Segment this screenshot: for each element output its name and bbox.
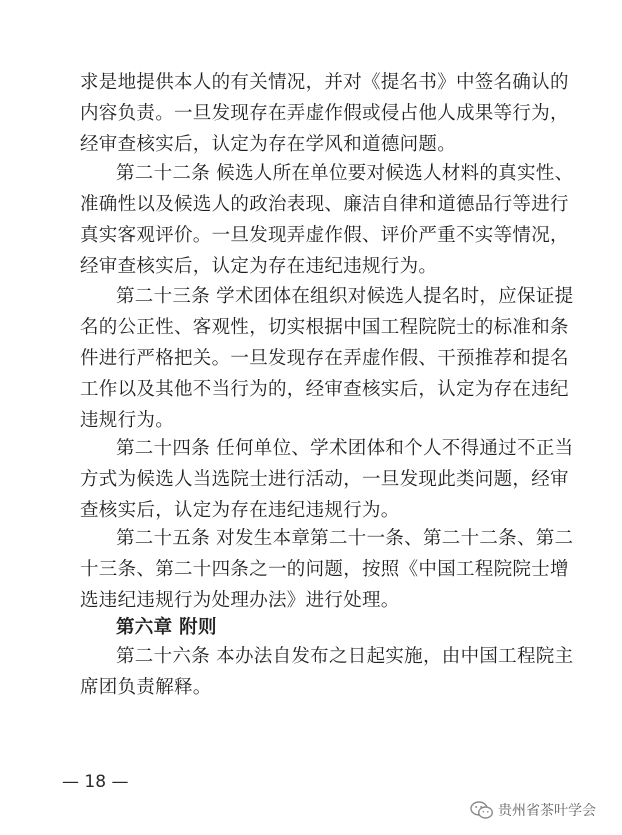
article-23-start: 第二十三条 学术团体在组织对候选人提名时，应保证提 — [116, 286, 574, 307]
article-24-start: 第二十四条 任何单位、学术团体和个人不得通过不正当 — [116, 438, 574, 459]
text-line: 求是地提供本人的有关情况，并对《提名书》中签名确认的 — [80, 72, 569, 93]
text-line: 查核实后，认定为存在违纪违规行为。 — [80, 500, 400, 521]
article-26-start: 第二十六条 本办法自发布之日起实施，由中国工程院主 — [116, 646, 574, 667]
watermark-text: 贵州省茶叶学会 — [498, 803, 596, 819]
text-line: 件进行严格把关。一旦发现存在弄虚作假、干预推荐和提名 — [80, 348, 569, 369]
text-line: 违规行为。 — [80, 410, 175, 431]
watermark — [470, 800, 596, 820]
wechat-icon — [470, 800, 494, 820]
chapter-heading: 第六章 附则 — [116, 617, 217, 638]
text-line: 真实客观评价。一旦发现弄虚作假、评价严重不实等情况， — [80, 225, 569, 246]
text-line: 选违纪违规行为处理办法》进行处理。 — [80, 590, 400, 611]
text-line: 经审查核实后，认定为存在违纪违规行为。 — [80, 256, 438, 277]
text-line: 方式为候选人当选院士进行活动，一旦发现此类问题，经审 — [80, 469, 569, 490]
page-number: — 18 — — [62, 772, 129, 792]
text-line: 工作以及其他不当行为的，经审查核实后，认定为存在违纪 — [80, 379, 569, 400]
article-22-start: 第二十二条 候选人所在单位要对候选人材料的真实性、 — [116, 163, 574, 184]
text-line: 席团负责解释。 — [80, 677, 212, 698]
text-line: 内容负责。一旦发现存在弄虚作假或侵占他人成果等行为， — [80, 103, 569, 124]
article-25-start: 第二十五条 对发生本章第二十一条、第二十二条、第二 — [116, 528, 574, 549]
text-line: 准确性以及候选人的政治表现、廉洁自律和道德品行等进行 — [80, 194, 569, 215]
text-line: 十三条、第二十四条之一的问题，按照《中国工程院院士增 — [80, 559, 569, 580]
text-line: 名的公正性、客观性，切实根据中国工程院院士的标准和条 — [80, 317, 569, 338]
text-line: 经审查核实后，认定为存在学风和道德问题。 — [80, 134, 457, 155]
